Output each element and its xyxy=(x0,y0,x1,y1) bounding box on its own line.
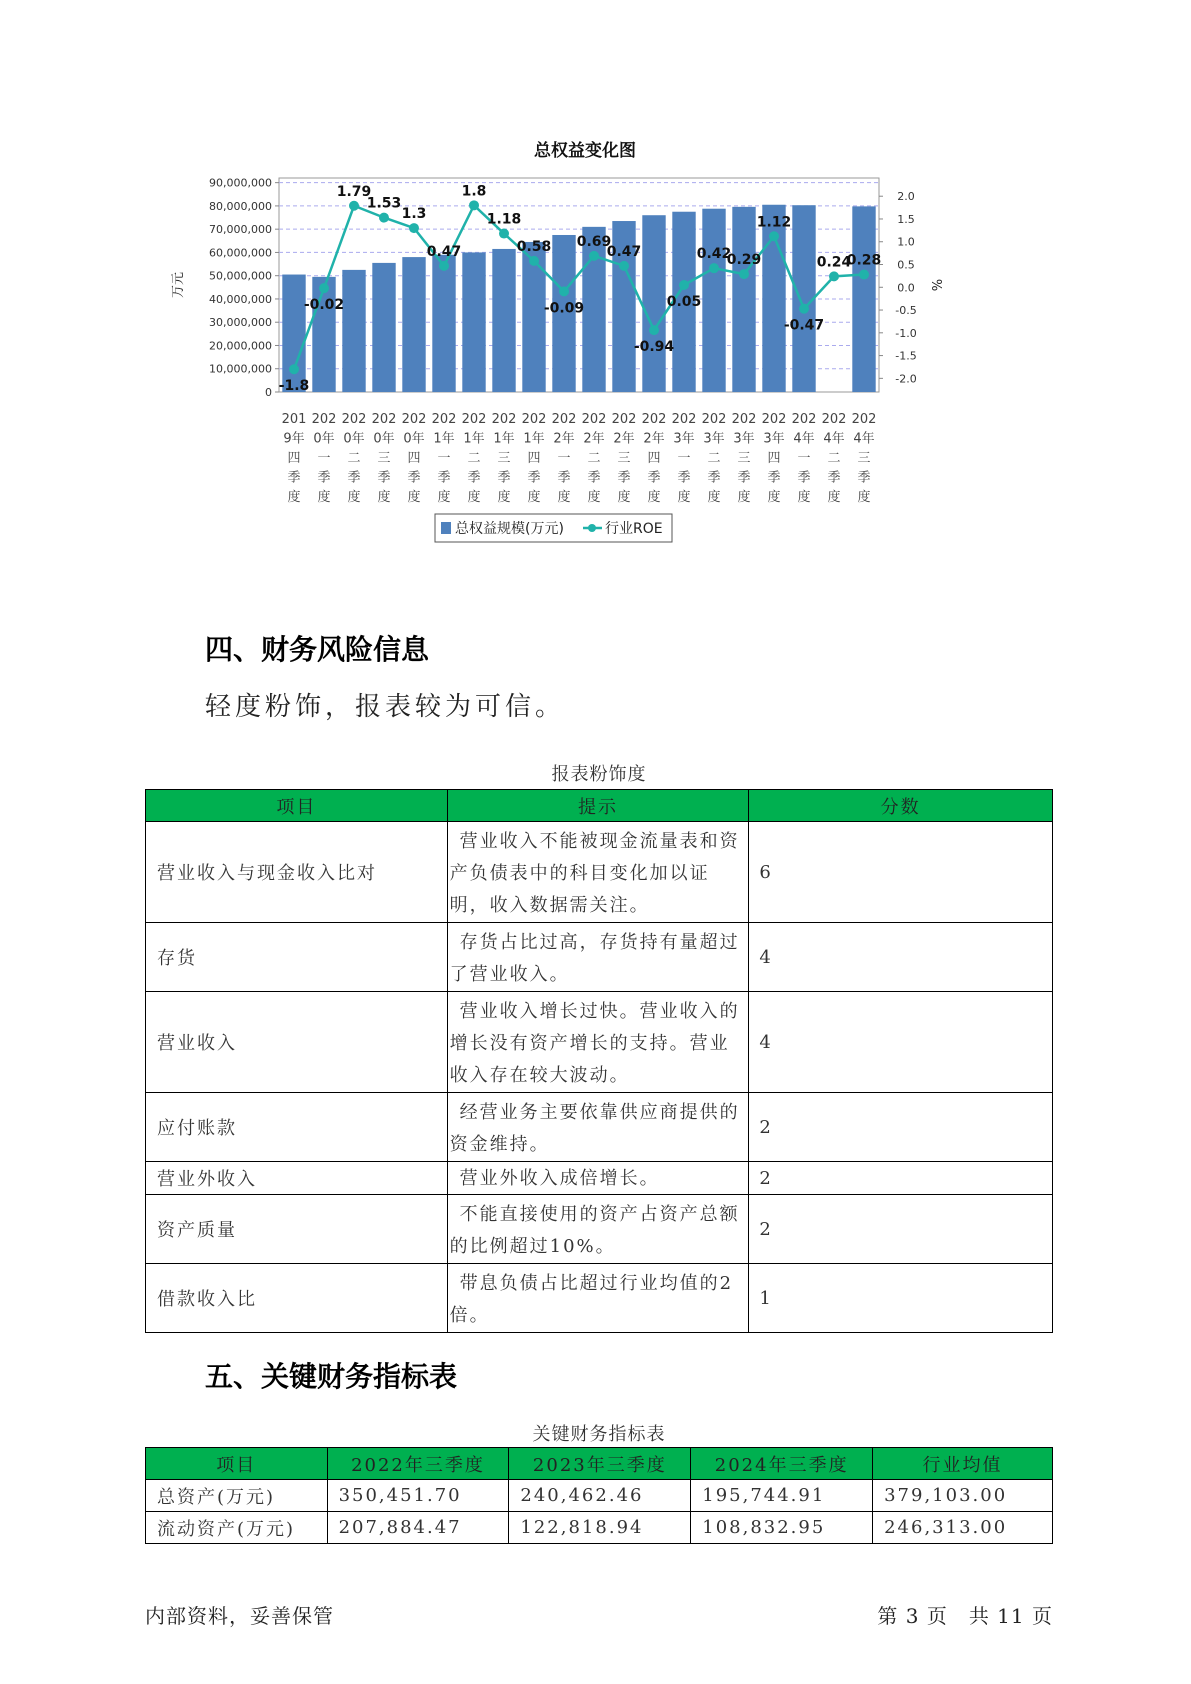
y-right-tick-label: -2.0 xyxy=(895,372,917,386)
bar-total-equity xyxy=(402,257,425,392)
y-left-tick-label: 50,000,000 xyxy=(209,269,272,283)
x-tick-label: 一 xyxy=(677,451,691,466)
row-hint: 经营业务主要依靠供应商提供的资金维持。 xyxy=(447,1093,749,1162)
point-industry-roe xyxy=(319,283,329,293)
row-item: 总资产(万元) xyxy=(146,1480,328,1512)
row-item: 资产质量 xyxy=(146,1195,448,1264)
data-label-roe: 0.24 xyxy=(816,254,852,271)
x-tick-label: 202 xyxy=(521,412,547,427)
data-label-roe: -1.8 xyxy=(278,378,310,395)
x-tick-label: 202 xyxy=(641,412,667,427)
point-industry-roe xyxy=(379,213,389,223)
data-label-roe: 0.47 xyxy=(426,243,462,260)
x-tick-label: 季 xyxy=(407,470,421,486)
row-hint: 带息负债占比超过行业均值的2倍。 xyxy=(447,1264,749,1333)
point-industry-roe xyxy=(799,304,809,314)
data-label-roe: 0.28 xyxy=(846,252,882,269)
row-item: 流动资产(万元) xyxy=(146,1512,328,1544)
x-tick-label: 季 xyxy=(557,470,571,486)
x-tick-label: 201 xyxy=(281,412,307,427)
table-caption-whitewash: 报表粉饰度 xyxy=(551,764,647,785)
y-left-axis-label: 万元 xyxy=(171,271,186,299)
row-score: 2 xyxy=(749,1162,1053,1195)
point-industry-roe xyxy=(349,201,359,211)
point-industry-roe xyxy=(589,251,599,261)
data-label-roe: 0.47 xyxy=(606,243,642,260)
bar-total-equity xyxy=(282,275,305,392)
x-tick-label: 202 xyxy=(341,412,367,427)
data-label-roe: 0.05 xyxy=(666,294,702,310)
x-tick-label: 度 xyxy=(407,490,421,505)
section-heading-financial-risk: 四、财务风险信息 xyxy=(205,633,430,666)
x-tick-label: 季 xyxy=(587,470,601,486)
row-score: 6 xyxy=(749,822,1053,923)
x-tick-label: 季 xyxy=(617,470,631,486)
point-industry-roe xyxy=(769,231,779,241)
x-tick-label: 三 xyxy=(857,451,871,466)
y-left-tick-label: 80,000,000 xyxy=(209,199,272,213)
x-tick-label: 202 xyxy=(401,412,427,427)
y-right-tick-label: 0.0 xyxy=(897,281,915,295)
x-tick-label: 度 xyxy=(437,490,451,505)
bar-total-equity xyxy=(642,215,665,392)
table-cell: 240,462.46 xyxy=(509,1480,691,1512)
x-tick-label: 四 xyxy=(407,451,421,466)
point-industry-roe xyxy=(829,271,839,281)
x-tick-label: 度 xyxy=(587,490,601,505)
x-tick-label: 度 xyxy=(677,490,691,505)
x-tick-label: 202 xyxy=(311,412,337,427)
x-tick-label: 二 xyxy=(467,451,481,466)
x-tick-label: 1年 xyxy=(523,431,545,447)
data-label-roe: 0.58 xyxy=(516,238,552,255)
x-tick-label: 季 xyxy=(737,470,751,486)
x-tick-label: 一 xyxy=(557,451,571,466)
x-tick-label: 一 xyxy=(317,451,331,466)
x-tick-label: 202 xyxy=(671,412,697,427)
legend-swatch-bar xyxy=(441,522,451,534)
x-tick-label: 二 xyxy=(587,451,601,466)
table-cell: 350,451.70 xyxy=(327,1480,509,1512)
point-industry-roe xyxy=(409,223,419,233)
chart-title: 总权益变化图 xyxy=(534,141,636,161)
y-left-tick-label: 30,000,000 xyxy=(209,316,272,330)
data-label-roe: 1.18 xyxy=(486,211,522,228)
x-tick-label: 季 xyxy=(707,470,721,486)
y-left-tick-label: 40,000,000 xyxy=(209,292,272,306)
y-left-tick-label: 10,000,000 xyxy=(209,362,272,376)
x-tick-label: 2年 xyxy=(643,431,665,447)
x-tick-label: 三 xyxy=(737,451,751,466)
table-row xyxy=(146,822,1053,923)
x-tick-label: 度 xyxy=(317,490,331,505)
point-industry-roe xyxy=(529,256,539,266)
x-tick-label: 0年 xyxy=(313,431,335,447)
footer-confidential: 内部资料，妥善保管 xyxy=(145,1604,334,1628)
data-label-roe: -0.47 xyxy=(783,317,825,334)
data-label-roe: 1.3 xyxy=(401,206,427,223)
x-tick-label: 202 xyxy=(461,412,487,427)
column-header: 提示 xyxy=(447,790,749,822)
row-score: 4 xyxy=(749,992,1053,1093)
x-tick-label: 四 xyxy=(287,451,301,466)
x-tick-label: 度 xyxy=(827,490,841,505)
data-label-roe: -0.02 xyxy=(303,297,345,314)
data-label-roe: 1.79 xyxy=(336,183,372,200)
x-tick-label: 202 xyxy=(431,412,457,427)
x-tick-label: 三 xyxy=(497,451,511,466)
legend-label-bar: 总权益规模(万元) xyxy=(455,521,564,537)
y-right-tick-label: -0.5 xyxy=(895,304,917,318)
row-item: 应付账款 xyxy=(146,1093,448,1162)
data-label-roe: 0.42 xyxy=(696,246,732,263)
bar-total-equity xyxy=(312,277,335,392)
x-tick-label: 3年 xyxy=(673,431,695,447)
row-item: 营业外收入 xyxy=(146,1162,448,1195)
bar-total-equity xyxy=(342,270,365,392)
y-left-tick-label: 20,000,000 xyxy=(209,339,272,353)
x-tick-label: 二 xyxy=(827,451,841,466)
x-tick-label: 4年 xyxy=(853,431,875,447)
row-item: 借款收入比 xyxy=(146,1264,448,1333)
x-tick-label: 3年 xyxy=(703,431,725,447)
y-right-tick-label: 1.5 xyxy=(897,212,915,226)
x-tick-label: 季 xyxy=(527,470,541,486)
x-tick-label: 四 xyxy=(527,451,541,466)
x-tick-label: 三 xyxy=(617,451,631,466)
table-cell: 379,103.00 xyxy=(873,1480,1053,1512)
x-tick-label: 202 xyxy=(371,412,397,427)
row-score: 4 xyxy=(749,923,1053,992)
data-label-roe: 1.8 xyxy=(461,183,487,200)
x-tick-label: 度 xyxy=(617,490,631,505)
y-right-tick-label: -1.0 xyxy=(895,326,917,340)
x-tick-label: 202 xyxy=(581,412,607,427)
row-score: 2 xyxy=(749,1195,1053,1264)
x-tick-label: 度 xyxy=(467,490,481,505)
x-tick-label: 二 xyxy=(347,451,361,466)
x-tick-label: 度 xyxy=(527,490,541,505)
y-left-tick-label: 60,000,000 xyxy=(209,246,272,260)
x-tick-label: 202 xyxy=(851,412,877,427)
x-tick-label: 202 xyxy=(821,412,847,427)
x-tick-label: 季 xyxy=(317,470,331,486)
x-tick-label: 202 xyxy=(551,412,577,427)
risk-summary-text: 轻度粉饰，报表较为可信。 xyxy=(205,692,566,722)
point-industry-roe xyxy=(619,261,629,271)
point-industry-roe xyxy=(859,270,869,280)
point-industry-roe xyxy=(499,229,509,239)
x-tick-label: 0年 xyxy=(403,431,425,447)
y-right-tick-label: -1.5 xyxy=(895,349,917,363)
bar-total-equity xyxy=(432,255,455,392)
table-header-row xyxy=(146,790,1053,822)
x-tick-label: 202 xyxy=(701,412,727,427)
row-item: 存货 xyxy=(146,923,448,992)
column-header: 分数 xyxy=(749,790,1053,822)
x-tick-label: 202 xyxy=(731,412,757,427)
x-tick-label: 2年 xyxy=(553,431,575,447)
x-tick-label: 三 xyxy=(377,451,391,466)
table-row xyxy=(146,1264,1053,1333)
x-tick-label: 季 xyxy=(347,470,361,486)
table-caption-key-indicators: 关键财务指标表 xyxy=(532,1424,666,1445)
key-indicators-table xyxy=(145,1447,1053,1544)
x-tick-label: 3年 xyxy=(733,431,755,447)
x-tick-label: 1年 xyxy=(493,431,515,447)
section-heading-key-indicators: 五、关键财务指标表 xyxy=(205,1360,458,1393)
table-row xyxy=(146,1195,1053,1264)
row-score: 1 xyxy=(749,1264,1053,1333)
column-header: 2022年三季度 xyxy=(327,1448,509,1480)
column-header: 2024年三季度 xyxy=(691,1448,873,1480)
x-tick-label: 度 xyxy=(347,490,361,505)
x-tick-label: 度 xyxy=(767,490,781,505)
x-tick-label: 0年 xyxy=(373,431,395,447)
y-right-tick-label: 0.5 xyxy=(897,258,915,272)
bar-total-equity xyxy=(462,252,485,392)
legend-swatch-point xyxy=(588,524,596,532)
legend-label-line: 行业ROE xyxy=(605,521,663,537)
table-row xyxy=(146,1512,1053,1544)
x-tick-label: 202 xyxy=(611,412,637,427)
equity-change-chart xyxy=(170,140,1030,600)
point-industry-roe xyxy=(439,261,449,271)
x-tick-label: 季 xyxy=(377,470,391,486)
bar-total-equity xyxy=(732,207,755,392)
point-industry-roe xyxy=(469,200,479,210)
table-row xyxy=(146,1093,1053,1162)
table-row xyxy=(146,1480,1053,1512)
row-hint: 营业收入不能被现金流量表和资产负债表中的科目变化加以证明，收入数据需关注。 xyxy=(447,822,749,923)
data-label-roe: -0.94 xyxy=(633,339,675,356)
table-cell: 246,313.00 xyxy=(873,1512,1053,1544)
table-row xyxy=(146,1162,1053,1195)
x-tick-label: 度 xyxy=(797,490,811,505)
row-item: 营业收入 xyxy=(146,992,448,1093)
x-tick-label: 度 xyxy=(557,490,571,505)
x-tick-label: 一 xyxy=(797,451,811,466)
data-label-roe: 1.53 xyxy=(366,195,402,212)
x-tick-label: 度 xyxy=(497,490,511,505)
point-industry-roe xyxy=(649,325,659,335)
x-tick-label: 9年 xyxy=(283,431,305,447)
data-label-roe: 1.12 xyxy=(756,214,792,231)
bar-total-equity xyxy=(702,209,725,392)
bar-total-equity xyxy=(852,206,875,392)
equity-chart-svg xyxy=(170,140,1030,600)
data-label-roe: 0.29 xyxy=(726,252,762,269)
x-tick-label: 2年 xyxy=(583,431,605,447)
y-left-tick-label: 70,000,000 xyxy=(209,223,272,237)
x-tick-label: 四 xyxy=(647,451,661,466)
table-cell: 108,832.95 xyxy=(691,1512,873,1544)
x-tick-label: 1年 xyxy=(463,431,485,447)
y-right-tick-label: 1.0 xyxy=(897,235,915,249)
x-tick-label: 度 xyxy=(287,490,301,505)
x-tick-label: 季 xyxy=(647,470,661,486)
row-hint: 不能直接使用的资产占资产总额的比例超过10%。 xyxy=(447,1195,749,1264)
x-tick-label: 度 xyxy=(647,490,661,505)
x-tick-label: 季 xyxy=(767,470,781,486)
point-industry-roe xyxy=(679,280,689,290)
y-left-tick-label: 0 xyxy=(265,386,272,399)
bar-total-equity xyxy=(492,249,515,392)
row-hint: 存货占比过高，存货持有量超过了营业收入。 xyxy=(447,923,749,992)
point-industry-roe xyxy=(559,286,569,296)
x-tick-label: 季 xyxy=(827,470,841,486)
table-cell: 207,884.47 xyxy=(327,1512,509,1544)
column-header: 项目 xyxy=(146,790,448,822)
x-tick-label: 0年 xyxy=(343,431,365,447)
x-tick-label: 度 xyxy=(857,490,871,505)
x-tick-label: 202 xyxy=(491,412,517,427)
x-tick-label: 度 xyxy=(377,490,391,505)
row-hint: 营业外收入成倍增长。 xyxy=(447,1162,749,1195)
table-cell: 195,744.91 xyxy=(691,1480,873,1512)
table-cell: 122,818.94 xyxy=(509,1512,691,1544)
footer-page-number: 第 3 页 共 11 页 xyxy=(877,1604,1053,1628)
x-tick-label: 季 xyxy=(467,470,481,486)
x-tick-label: 3年 xyxy=(763,431,785,447)
x-tick-label: 季 xyxy=(287,470,301,486)
row-hint: 营业收入增长过快。营业收入的增长没有资产增长的支持。营业收入存在较大波动。 xyxy=(447,992,749,1093)
table-row xyxy=(146,992,1053,1093)
x-tick-label: 季 xyxy=(437,470,451,486)
whitewash-table xyxy=(145,789,1053,1333)
table-row xyxy=(146,923,1053,992)
x-tick-label: 二 xyxy=(707,451,721,466)
data-label-roe: -0.09 xyxy=(543,300,585,317)
x-tick-label: 一 xyxy=(437,451,451,466)
row-score: 2 xyxy=(749,1093,1053,1162)
y-left-tick-label: 90,000,000 xyxy=(209,176,272,190)
row-item: 营业收入与现金收入比对 xyxy=(146,822,448,923)
column-header: 行业均值 xyxy=(873,1448,1053,1480)
x-tick-label: 四 xyxy=(767,451,781,466)
table-header-row xyxy=(146,1448,1053,1480)
y-right-axis-label: % xyxy=(928,278,943,292)
column-header: 2023年三季度 xyxy=(509,1448,691,1480)
x-tick-label: 2年 xyxy=(613,431,635,447)
x-tick-label: 度 xyxy=(737,490,751,505)
x-tick-label: 202 xyxy=(791,412,817,427)
point-industry-roe xyxy=(739,269,749,279)
x-tick-label: 季 xyxy=(497,470,511,486)
point-industry-roe xyxy=(289,364,299,374)
x-tick-label: 季 xyxy=(677,470,691,486)
x-tick-label: 季 xyxy=(857,470,871,486)
x-tick-label: 季 xyxy=(797,470,811,486)
bar-total-equity xyxy=(372,263,395,392)
x-tick-label: 4年 xyxy=(823,431,845,447)
x-tick-label: 202 xyxy=(761,412,787,427)
point-industry-roe xyxy=(709,263,719,273)
y-right-tick-label: 2.0 xyxy=(897,190,915,204)
data-label-roe: 0.69 xyxy=(576,233,612,250)
x-tick-label: 1年 xyxy=(433,431,455,447)
x-tick-label: 度 xyxy=(707,490,721,505)
column-header: 项目 xyxy=(146,1448,328,1480)
x-tick-label: 4年 xyxy=(793,431,815,447)
